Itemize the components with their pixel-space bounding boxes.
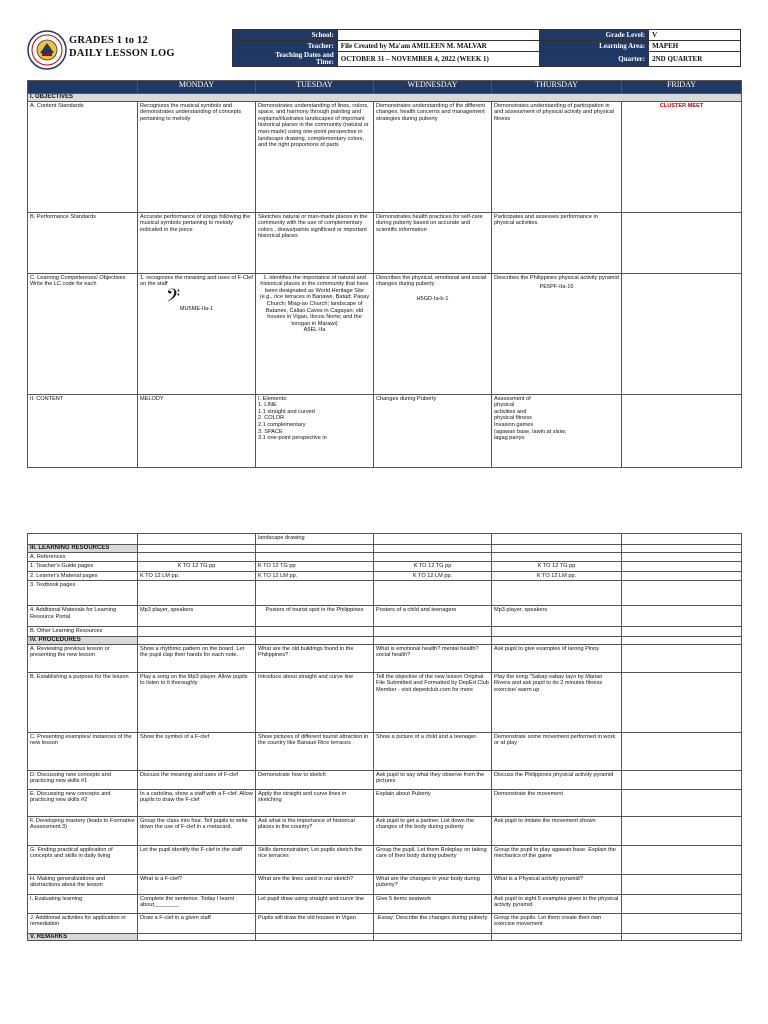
procedure-row-g: G. Finding practical application of concepts and skills in daily living Let the pupil identify the F-clef in the staff Skills demonstration; Let pupils sketch the rice terraces Group the pupil. Let them Roleplay on taking care of their body during puberty Group the pupil to play agawan base. Explain the mechanics of the game [28, 845, 742, 874]
document-title [69, 34, 231, 60]
tuesday-content-cell: I. Elements: 1. LINE 1.1 straight and curved 2. COLOR 2.1 complementary 3. SPACE 3.1 one-point perspective in [256, 394, 374, 467]
procedure-row-e: E. Discussing new concepts and practicing new skills #2 In a cartolina, show a staff with a F-clef. Allow pupils to draw the F-clef Apply the straight and curve lines in sketching Explain about Puberty Demonstrate the movement [28, 789, 742, 816]
teachers-guide-row: 1. Teacher's Guide pages K TO 12 TG pp K TO 12 TG pp K TO 12 TG pp K TO 12 TG pp [28, 562, 742, 572]
tuesday-competency-cell: 1. identifies the importance of natural and historical places in the community that have been designated as World Heritage Site (e.g., rice terraces in Banawe, Batad; Paoay Church; Miag-ao Church; landscape of Batanes, Callao Caves in Cagayan; old houses in Vigan, Ilocos Norte; and the torogan in Marawi) A5EL-IIa [256, 273, 374, 394]
school-value [337, 30, 540, 41]
day-header-row [28, 81, 742, 94]
thursday-content-cell: Assessment of physical activities and physical fitness Invasion games (agawan base, lawin at sisiw, lagag panyo [492, 394, 622, 467]
learners-material-row: 2. Learner's Material pages K TO 12 LM pp. K TO 12 LM pp. K TO 12 LM pp. K TO 12 LM pp. [28, 571, 742, 581]
wednesday-competency-cell: Describes the physical, emotional and social changes during puberty H5GD-Ia-b-1 [374, 273, 492, 394]
grade-level-value: V [649, 30, 741, 41]
thursday-competency-cell: Describes the Philippines physical activity pyramid PE5PF-IIa-16 [492, 273, 622, 394]
performance-standards-row: B. Performance Standards Accurate performance of songs following the musical symbols pertaining to melody indicated in the piece Sketches natural or man-made places in the community with the use of complementary colors . draws/paints significant or important historical places Demonstrates health practices for self-care during puberty based on accurate and scientific information Participates and assesses performance in physical activities. [28, 212, 742, 273]
school-label: School: [233, 30, 338, 41]
procedure-row-a: A. Reviewing previous lesson or presenting the new lesson Show a rhythmic pattern on the board. Let the pupil clap their hands for each note. What are the old buildings found in the Philippines? What is emotional health? mental health? social health? Ask pupil to give examples of larong Pinoy [28, 644, 742, 672]
procedure-row-h: H. Making generalizations and abstractions about the lesson What is a F-clef? What are the lines used in our sketch? What are the changes in your body during puberty? What is a Physical activity pyramid? [28, 874, 742, 894]
procedure-row-j: J. Additional activities for application or remediation Draw a F-clef in a given staff Pupils will draw the old houses in Vigan Essay: Describe the changes during puberty Group the pupils. Let them create their own exercise movement [28, 913, 742, 933]
header [27, 29, 741, 72]
procedure-row-i: I. Evaluating learning Complete the sentence. Today I learnt about________ Let pupil draw using straight and curve line Give 5 items seatwork Ask pupil to sight 5 examples given in the physical activity pyramid [28, 894, 742, 913]
grade-level-label: Grade Level: [540, 30, 649, 41]
content-standards-row: A. Content Standards Recognizes the musical symbols and demonstrates understanding of concepts pertaining to melody Demonstrates understanding of lines, colors, space, and harmony through painting and explains/illustrates landscapes of important historical places in the community (natural or man-made) using one-point perspective in landscape drawing, complementary colors, and the right proportions of parts Demonstrates understanding of the different changes, health concerns and management strategies during puberty Demonstrates understanding of participation in and assessment of physical activity and physical fitness CLUSTER MEET [28, 101, 742, 212]
teacher-label: Teacher: [233, 41, 338, 52]
quarter-label: Quarter: [540, 52, 649, 67]
day-friday: FRIDAY [622, 81, 742, 94]
content-continuation-row: landscape drawing [28, 534, 742, 545]
quarter-value: 2ND QUARTER [649, 52, 741, 67]
other-resources-row: B. Other Learning Resources [28, 627, 742, 637]
teacher-value: File Created by Ma'am AMILEEN M. MALVAR [337, 41, 540, 52]
cluster-meet-label: CLUSTER MEET [659, 102, 704, 109]
procedure-row-d: D. Discussing new concepts and practicing new skills #1 Discuss the meaning and uses of F-clef Demonstrate how to sketch Ask pupil to say what they observe from the pictures Discuss the Philippines physical activity pyramid [28, 770, 742, 789]
objectives-table [27, 80, 742, 468]
learning-competencies-row: C. Learning Competencies/ Objectives Write the LC code for each 1. recognizes the meaning and uses of F-Clef on the staff 𝄢 MU5ME-IIa-1 1. identifies the importance of natural and historical places in the community that have been designated as World Heritage Site (e.g., rice terraces in Banawe, Batad; Paoay Church; Miag-ao Church; landscape of Batanes, Callao Caves in Cagayan; old houses in Vigan, Ilocos Norte; and the torogan in Marawi) A5EL-IIa Describes the physical, emotional and social changes during puberty H5GD-Ia-b-1 Describes the Philippines physical activity pyramid PE5PF-IIa-16 [28, 273, 742, 394]
title-line-2: DAILY LESSON LOG [69, 48, 175, 59]
monday-competency-cell: 1. recognizes the meaning and uses of F-Clef on the staff 𝄢 MU5ME-IIa-1 [138, 273, 256, 394]
procedure-row-c: C. Presenting examples/ instances of the new lesson Show the symbol of a F-clef Show pictures of different tourist attraction in the country like Banaue Rice terraces Show a picture of a child and a teenager. Demonstrate some movement performed in work or at play [28, 732, 742, 770]
day-tuesday: TUESDAY [256, 81, 374, 94]
procedures-section-row: IV. PROCEDURES [28, 636, 742, 644]
procedures-table [27, 533, 742, 941]
additional-materials-row: 4. Additional Materials for Learning Resource Portal Mp3 player, speakers Posters of tourist spot in the Philippines Posters of a child and teenagers Mp3 player, speakers [28, 606, 742, 627]
friday-cluster-cell [622, 101, 742, 212]
day-thursday: THURSDAY [492, 81, 622, 94]
remarks-row: V. REMARKS [28, 933, 742, 941]
learning-area-value: MAPEH [649, 41, 741, 52]
teaching-dates-value: OCTOBER 31 – NOVEMBER 4, 2022 (WEEK 1) [337, 52, 540, 67]
procedure-row-b: B. Establishing a purpose for the lesson Play a song on the Mp3 player. Allow pupils to listen to it thoroughly Introduce about straight and curve line Tell the objective of the new lesson Original File Submitted and Formatted by DepEd Club Member - visit depedclub.com for more Play the song "Sabay-sabay tayo by Marian Rivera and ask pupil to do 2 minutes fitness exercise/ warm up [28, 672, 742, 732]
references-row: A. References [28, 552, 742, 562]
resources-section-row: III. LEARNING RESOURCES [28, 545, 742, 553]
objectives-section-row: I. OBJECTIVES [28, 94, 742, 102]
textbook-row: 3. Textbook pages [28, 581, 742, 606]
f-clef-icon: 𝄢 [166, 285, 181, 311]
procedure-row-f: F. Developing mastery (leads to Formative Assessment 3) Group the class into four. Tell pupils to write down the use of F-clef in a metacard. Ask what is the importance of historical places in the country? Ask pupil to get a partner. List down the changes of the body during puberty Ask pupil to imitate the movement shown [28, 816, 742, 845]
info-table [232, 29, 741, 67]
deped-seal-icon [27, 30, 67, 70]
day-wednesday: WEDNESDAY [374, 81, 492, 94]
teaching-dates-label: Teaching Dates and Time: [233, 52, 338, 67]
day-monday: MONDAY [138, 81, 256, 94]
learning-area-label: Learning Area: [540, 41, 649, 52]
title-line-1: GRADES 1 to 12 [69, 35, 148, 46]
content-row: II. CONTENT MELODY I. Elements: 1. LINE 1.1 straight and curved 2. COLOR 2.1 complementary 3. SPACE 3.1 one-point perspective in Changes during Puberty Assessment of physical activities and physical fitness Invasion games (agawan base, lawin at sisiw, lagag panyo [28, 394, 742, 467]
